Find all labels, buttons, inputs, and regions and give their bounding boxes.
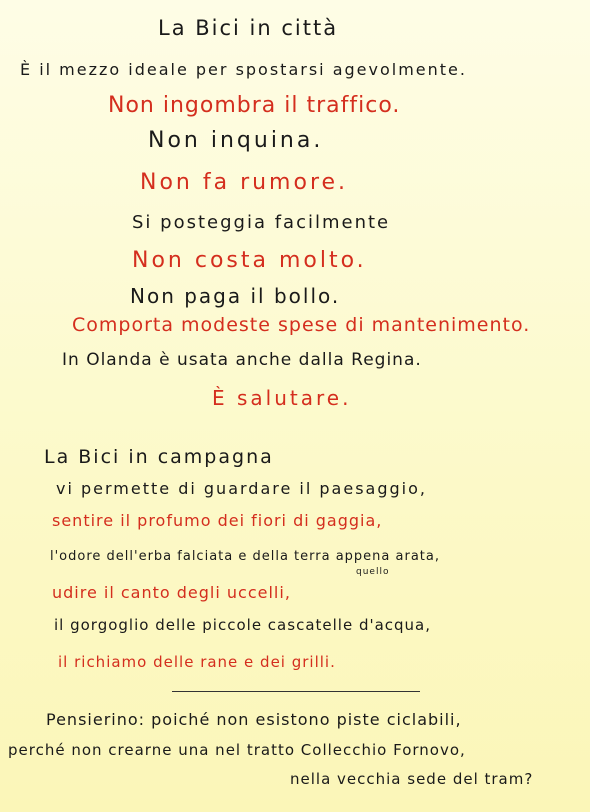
benefit-line: Non costa molto.: [132, 248, 367, 273]
benefit-line: Si posteggia facilmente: [132, 212, 391, 233]
insertion-annotation: quello: [356, 567, 390, 577]
thought-line: perché non crearne una nel tratto Collecchio Fornovo,: [8, 741, 466, 759]
title-city: La Bici in città: [158, 16, 339, 40]
countryside-line: il gorgoglio delle piccole cascatelle d'acqua,: [54, 616, 432, 634]
countryside-line: il richiamo delle rane e dei grilli.: [58, 653, 336, 671]
section-divider: [172, 691, 420, 692]
thought-line: Pensierino: poiché non esistono piste ciclabili,: [46, 710, 462, 729]
countryside-line: l'odore dell'erba falciata e della terra appena arata,: [50, 549, 440, 564]
benefit-line: Comporta modeste spese di mantenimento.: [72, 314, 531, 336]
countryside-line: vi permette di guardare il paesaggio,: [56, 479, 427, 498]
benefit-line: Non fa rumore.: [140, 170, 349, 195]
benefit-line: In Olanda è usata anche dalla Regina.: [62, 350, 422, 370]
benefit-line: Non ingombra il traffico.: [108, 93, 401, 118]
countryside-line: sentire il profumo dei fiori di gaggia,: [52, 511, 383, 530]
thought-line: nella vecchia sede del tram?: [290, 770, 534, 788]
benefit-line: Non paga il bollo.: [130, 284, 341, 308]
intro-line: È il mezzo ideale per spostarsi agevolmente.: [20, 60, 467, 79]
countryside-line: udire il canto degli uccelli,: [52, 583, 291, 602]
title-countryside: La Bici in campagna: [44, 446, 274, 468]
benefit-line: È salutare.: [212, 386, 352, 410]
benefit-line: Non inquina.: [148, 128, 324, 153]
